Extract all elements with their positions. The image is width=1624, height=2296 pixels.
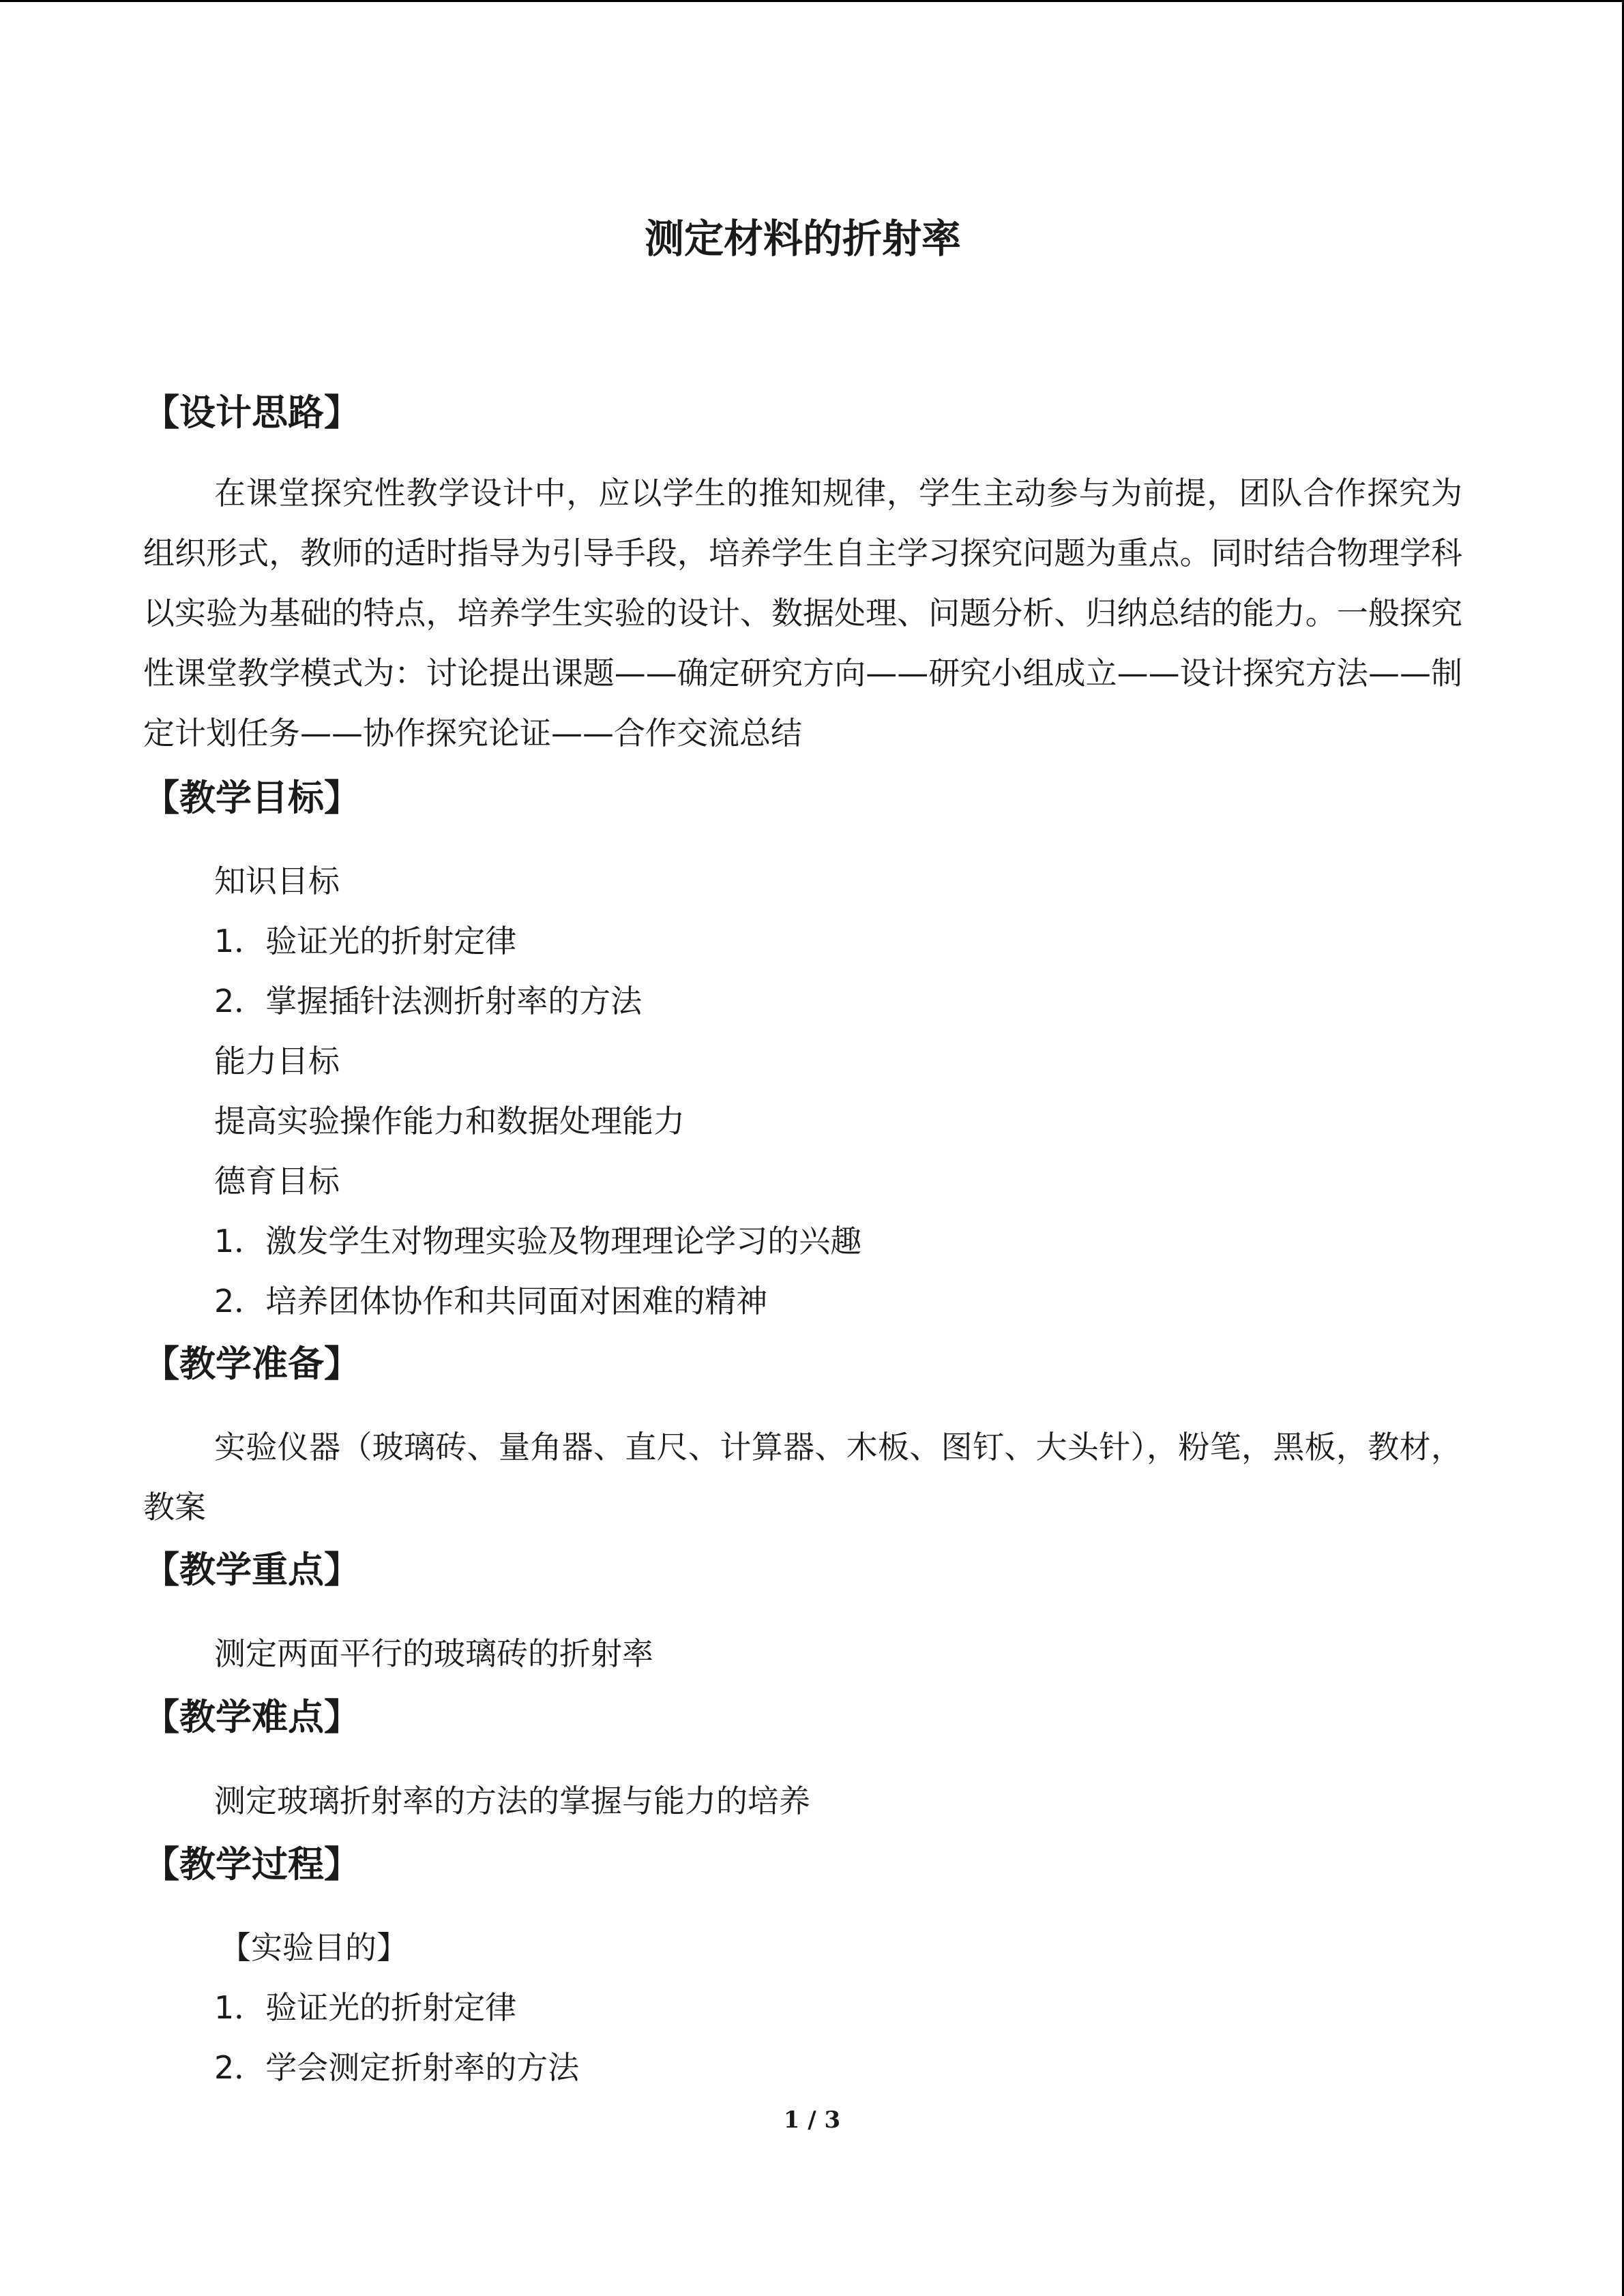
moral-goal-item: 2．培养团体协作和共同面对困难的精神 [214,1283,768,1320]
page-border-top [0,0,1624,2]
ability-goal-text: 提高实验操作能力和数据处理能力 [214,1103,685,1139]
knowledge-goal-item: 2．掌握插针法测折射率的方法 [214,983,643,1019]
difficulty-text: 测定玻璃折射率的方法的掌握与能力的培养 [214,1783,810,1819]
experiment-purpose-subheading: 【实验目的】 [220,1929,408,1966]
moral-goal-label: 德育目标 [214,1163,340,1199]
ability-goal-label: 能力目标 [214,1043,340,1079]
key-point-text: 测定两面平行的玻璃砖的折射率 [214,1635,653,1672]
heading-goals: 【教学目标】 [143,777,360,819]
moral-goal-item: 1．激发学生对物理实验及物理理论学习的兴趣 [214,1223,862,1259]
heading-key-point: 【教学重点】 [143,1549,360,1591]
experiment-purpose-item: 2．学会测定折射率的方法 [214,2049,580,2086]
heading-preparation: 【教学准备】 [143,1343,360,1385]
page-number: 1 / 3 [783,2106,841,2134]
knowledge-goal-item: 1．验证光的折射定律 [214,923,517,959]
preparation-paragraph: 实验仪器（玻璃砖、量角器、直尺、计算器、木板、图钉、大头针），粉笔，黑板，教材，教案 [143,1429,1462,1525]
heading-difficulty: 【教学难点】 [143,1697,360,1738]
heading-design: 【设计思路】 [143,392,360,434]
experiment-purpose-item: 1．验证光的折射定律 [214,1989,517,2026]
heading-process: 【教学过程】 [143,1844,360,1885]
design-paragraph: 在课堂探究性教学设计中，应以学生的推知规律，学生主动参与为前提，团队合作探究为组织形式，教师的适时指导为引导手段，培养学生自主学习探究问题为重点。同时结合物理学科以实验为基础的特点，培养学生实验的设计、数据处理、问题分析、归纳总结的能力。一般探究性课堂教学模式为：讨论提出课题——确定研究方向——研究小组成立——设计探究方法——制定计划任务——协作探究论证——合作交流总结 [143,475,1462,751]
knowledge-goal-label: 知识目标 [214,863,340,899]
document-title: 测定材料的折射率 [644,215,961,262]
